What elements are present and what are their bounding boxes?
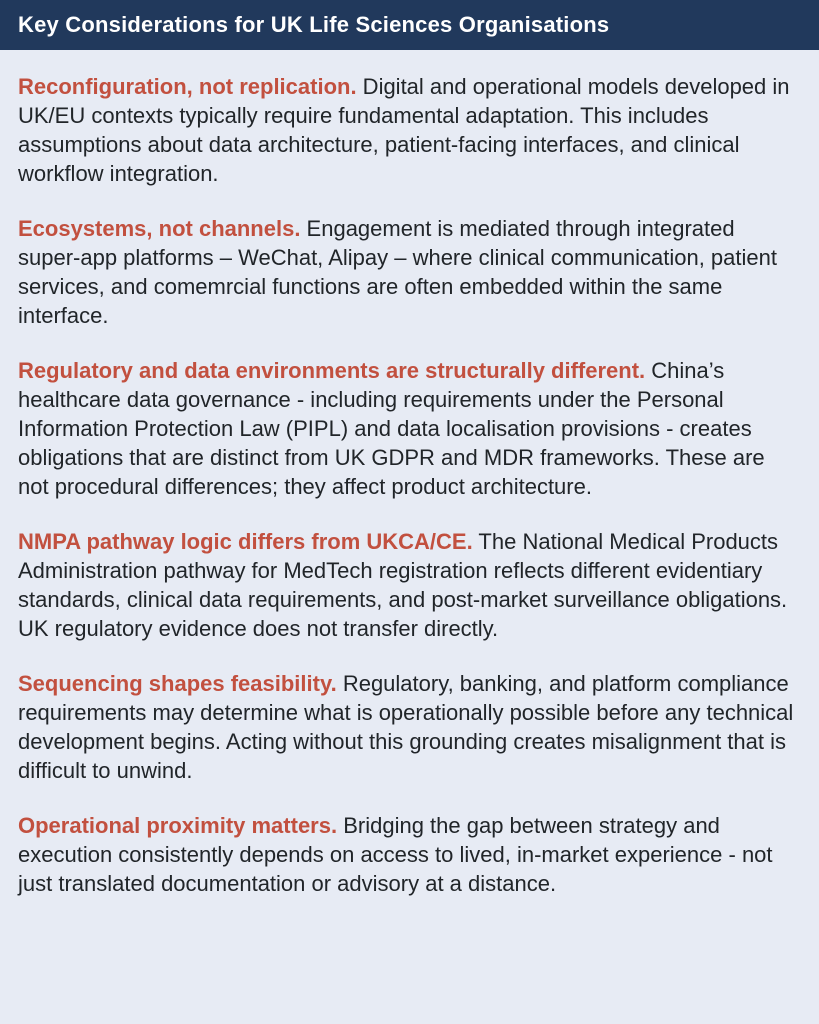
paragraph-body: Digital and operational models developed in UK/EU contexts typically require fundamental adaptation. This includes assumptions about data architecture, patient-facing interfaces, and clinical workflow integration. <box>18 74 790 186</box>
content <box>0 50 819 928</box>
paragraph-nmpa <box>18 527 801 643</box>
paragraph-body: China’s healthcare data governance - including requirements under the Personal Information Protection Law (PIPL) and data localisation provisions - creates obligations that are distinct from UK GDPR and MDR frameworks. These are not procedural differences; they affect product architecture. <box>18 358 765 499</box>
paragraph-body: Engagement is mediated through integrated super-app platforms – WeChat, Alipay – where clinical communication, patient services, and comemrcial functions are often embedded within the same interface. <box>18 216 777 328</box>
paragraph-operational <box>18 811 801 898</box>
header-bar <box>0 0 819 50</box>
paragraph-ecosystems <box>18 214 801 330</box>
paragraph-lead: NMPA pathway logic differs from UKCA/CE. <box>18 529 473 554</box>
paragraph-body: Regulatory, banking, and platform compliance requirements may determine what is operationally possible before any technical development begins. Acting without this grounding creates misalignment that is difficult to unwind. <box>18 671 794 783</box>
paragraph-reconfiguration <box>18 72 801 188</box>
paragraph-lead: Reconfiguration, not replication. <box>18 74 357 99</box>
paragraph-lead: Operational proximity matters. <box>18 813 338 838</box>
paragraph-body: The National Medical Products Administration pathway for MedTech registration reflects different evidentiary standards, clinical data requirements, and post-market surveillance obligations. UK regulatory evidence does not transfer directly. <box>18 529 788 641</box>
page-title: Key Considerations for UK Life Sciences Organisations <box>18 12 610 37</box>
paragraph-body: Bridging the gap between strategy and execution consistently depends on access to lived, in-market experience - not just translated documentation or advisory at a distance. <box>18 813 773 896</box>
paragraph-regulatory <box>18 356 801 501</box>
paragraph-lead: Regulatory and data environments are structurally different. <box>18 358 646 383</box>
paragraph-lead: Ecosystems, not channels. <box>18 216 301 241</box>
paragraph-sequencing <box>18 669 801 785</box>
paragraph-lead: Sequencing shapes feasibility. <box>18 671 337 696</box>
